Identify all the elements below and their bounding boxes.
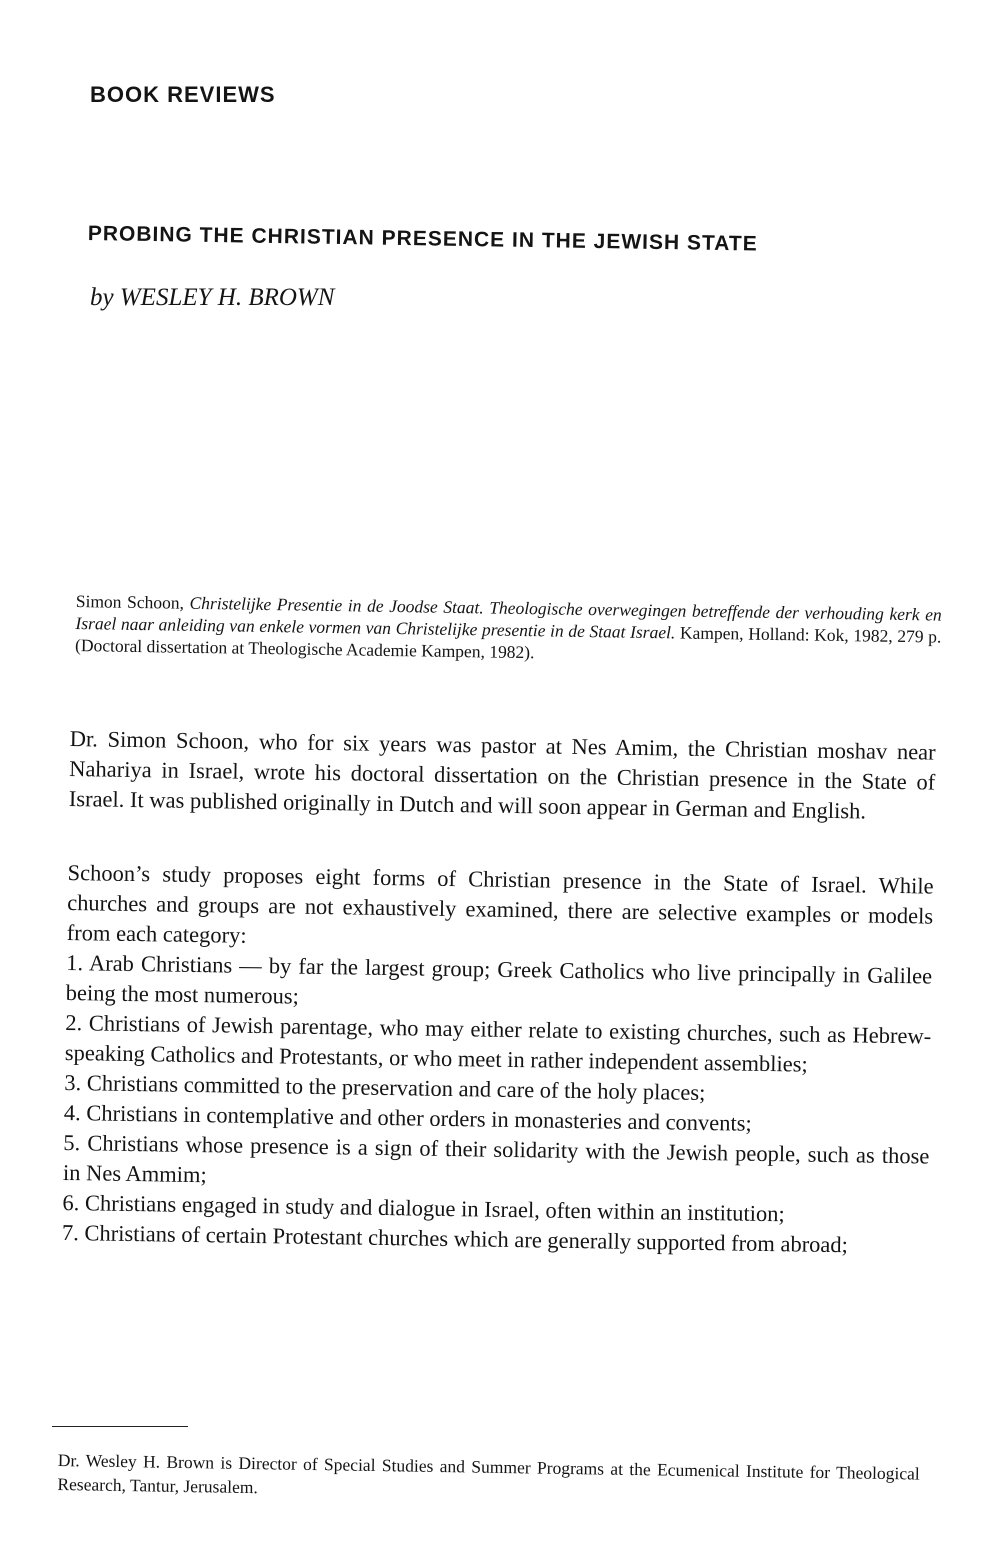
byline-prefix: by	[90, 284, 114, 311]
list-item: 4. Christians in contemplative and other orders in monasteries and convents;	[63, 1099, 752, 1136]
citation-publication: Kampen, Holland: Kok, 1982, 279 p. (Doctoral dissertation at Theologische Academie Kampen, 1982).	[74, 622, 942, 663]
footnote-divider	[52, 1426, 188, 1427]
forms-of-presence-list	[62, 948, 933, 1262]
section-heading: BOOK REVIEWS	[90, 82, 276, 107]
byline	[90, 284, 334, 312]
list-item: 2. Christians of Jewish parentage, who may either relate to existing churches, such as Hebrew-speaking Catholics and Protestants, or who meet in rather independent assemblies;	[64, 1009, 932, 1077]
body-paragraph-2: Schoon’s study proposes eight forms of Christian presence in the State of Israel. While churches and groups are not exhaustively examined, there are selective examples or models from each category:	[66, 859, 934, 948]
review-body	[62, 724, 936, 1262]
list-item: 7. Christians of certain Protestant churches which are generally supported from abroad;	[61, 1219, 849, 1258]
list-item: 5. Christians whose presence is a sign of their solidarity with the Jewish people, such as those in Nes Ammim;	[62, 1129, 930, 1188]
list-item: 3. Christians committed to the preservation and care of the holy places;	[64, 1069, 706, 1106]
list-item: 6. Christians engaged in study and dialogue in Israel, often within an institution;	[62, 1189, 785, 1227]
byline-author: WESLEY H. BROWN	[119, 284, 335, 311]
author-footnote: Dr. Wesley H. Brown is Director of Special Studies and Summer Programs at the Ecumenical Institute for Theological Research, Tantur, Jerusalem.	[57, 1449, 920, 1498]
article-title: PROBING THE CHRISTIAN PRESENCE IN THE JEWISH STATE	[87, 222, 758, 256]
citation-book-title: Christelijke Presentie in de Joodse Staat. Theologische overwegingen betreffende der verhouding kerk en Israel naar anleiding van enkele vormen van Christelijke presentie in de Staat Israel.	[75, 592, 942, 643]
body-paragraph-1: Dr. Simon Schoon, who for six years was pastor at Nes Amim, the Christian moshav near Nahariya in Israel, wrote his doctoral dissertation on the Christian presence in the State of Israel. It was published originally in Dutch and will soon appear in German and English.	[68, 725, 936, 824]
list-item: 1. Arab Christians — by far the largest group; Greek Catholics who live principally in Galilee being the most numerous;	[65, 949, 933, 1009]
citation-author: Simon Schoon,	[75, 590, 190, 613]
book-citation	[75, 590, 942, 670]
